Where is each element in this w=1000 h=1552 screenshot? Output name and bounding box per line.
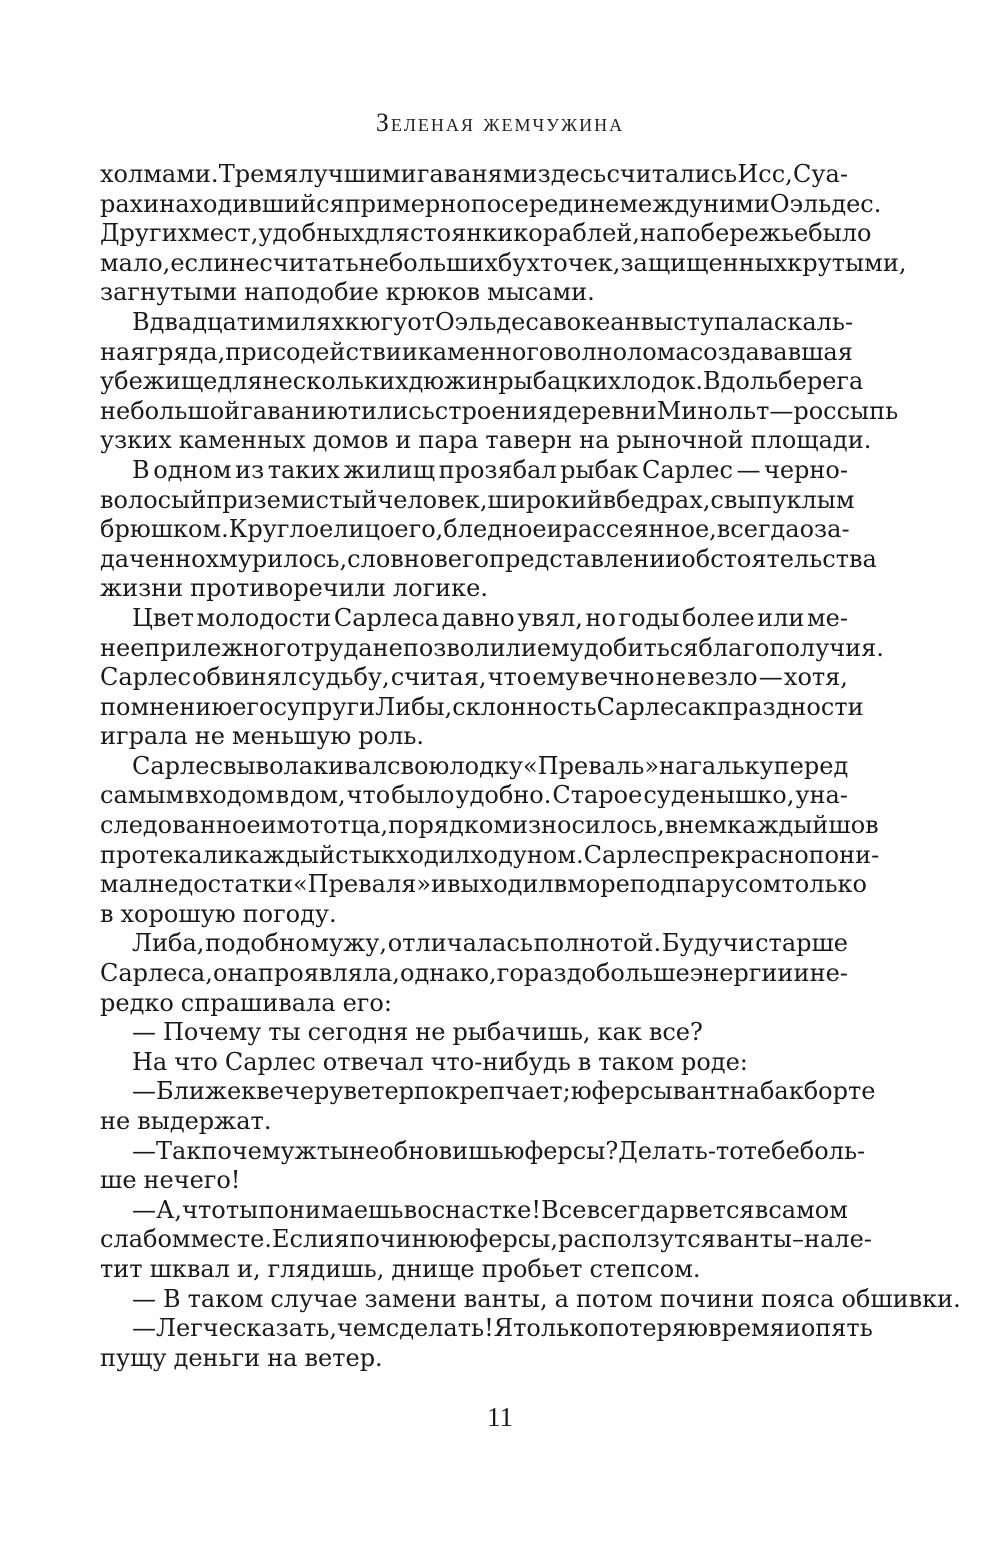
text-line: протекал и каждый стык ходил ходуном. Сарлес прекрасно пони- — [100, 840, 880, 869]
text-line: На что Сарлес отвечал что-нибудь в таком роде: — [132, 1047, 748, 1076]
text-line: брюшком. Круглое лицо его, бледное и рассеянное, всегда оза- — [100, 515, 850, 544]
text-line: — Легче сказать, чем сделать! Я только потеряю время и опять — [132, 1314, 873, 1343]
text-line: самым входом в дом, что было удобно. Старое суденышко, уна- — [100, 781, 848, 810]
text-line: играла не меньшую роль. — [100, 722, 425, 751]
text-line: В двадцати милях к югу от Оэльдеса в океан выступала скаль- — [132, 307, 854, 336]
text-line: по мнению его супруги Либы, склонность Сарлеса к праздности — [100, 692, 864, 721]
text-line: мал недостатки «Преваля» и выходил в море под парусом только — [100, 870, 867, 899]
text-line: — Почему ты сегодня не рыбачишь, как все? — [132, 1018, 703, 1047]
text-line: Сарлес выволакивал свою лодку «Преваль» на гальку перед — [132, 751, 849, 780]
text-line: холмами. Тремя лучшими гаванями здесь считались Исс, Суа- — [100, 160, 848, 188]
text-line: ная гряда, при содействии каменного волнолома создававшая — [100, 337, 853, 366]
text-line: загнутыми наподобие крюков мысами. — [100, 278, 595, 307]
text-line: — Ближе к вечеру ветер покрепчает; юферсы вант на бакборте — [132, 1077, 876, 1106]
text-line: Цвет молодости Сарлеса давно увял, но годы более или ме- — [132, 603, 848, 632]
text-line: жизни противоречили логике. — [100, 574, 488, 603]
text-line: Сарлеса, она проявляла, однако, гораздо больше энергии и не- — [100, 959, 848, 988]
text-line: не выдержат. — [100, 1107, 272, 1135]
text-line: — А, что ты понимаешь в оснастке! Все всегда рвется в самом — [132, 1195, 848, 1224]
text-line: В одном из таких жилищ прозябал рыбак Сарлес — черно- — [132, 455, 848, 484]
text-line: даченно хмурилось, словно в его представлении обстоятельства — [100, 544, 877, 573]
text-line: небольшой гавани ютились строения деревни Минольт — россыпь — [100, 396, 899, 425]
text-line: мало, если не считать небольших бухточек, защищенных крутыми, — [100, 248, 907, 277]
text-line: в хорошую погоду. — [100, 899, 337, 928]
page-number: 11 — [487, 1402, 513, 1432]
body-text — [100, 160, 961, 1373]
text-line: убежище для нескольких дюжин рыбацких лодок. Вдоль берега — [100, 367, 864, 396]
text-line: — Так почему ж ты не обновишь юферсы? Делать-то тебе боль- — [132, 1136, 866, 1165]
text-line: волосый приземистый человек, широкий в бедрах, с выпуклым — [100, 485, 855, 514]
text-line: нее прилежного труда не позволили ему добиться благополучия. — [100, 633, 884, 662]
text-line: Либа, подобно мужу, отличалась полнотой. Будучи старше — [132, 929, 848, 958]
running-head: Зеленая жемчужина — [375, 108, 625, 137]
text-line: редко спрашивала его: — [100, 988, 392, 1017]
text-line: Других мест, удобных для стоянки кораблей, на побережье было — [100, 219, 872, 248]
text-line: узких каменных домов и пара таверн на рыночной площади. — [100, 426, 872, 455]
text-line: тит шквал и, глядишь, днище пробьет степсом. — [100, 1254, 701, 1283]
text-line: ше нечего! — [100, 1166, 241, 1195]
text-line: Сарлес обвинял судьбу, считая, что ему вечно не везло — хотя, — [100, 663, 848, 692]
text-line: следованное им от отца, порядком износилось, в нем каждый шов — [100, 811, 879, 840]
text-line: пущу деньги на ветер. — [100, 1343, 383, 1372]
text-line: слабом месте. Если я починю юферсы, расползутся ванты – нале- — [100, 1225, 872, 1254]
text-line: рах и находившийся примерно посередине между ними Оэльдес. — [100, 189, 882, 218]
text-line: — В таком случае замени ванты, а потом почини пояса обшивки. — [132, 1284, 961, 1313]
